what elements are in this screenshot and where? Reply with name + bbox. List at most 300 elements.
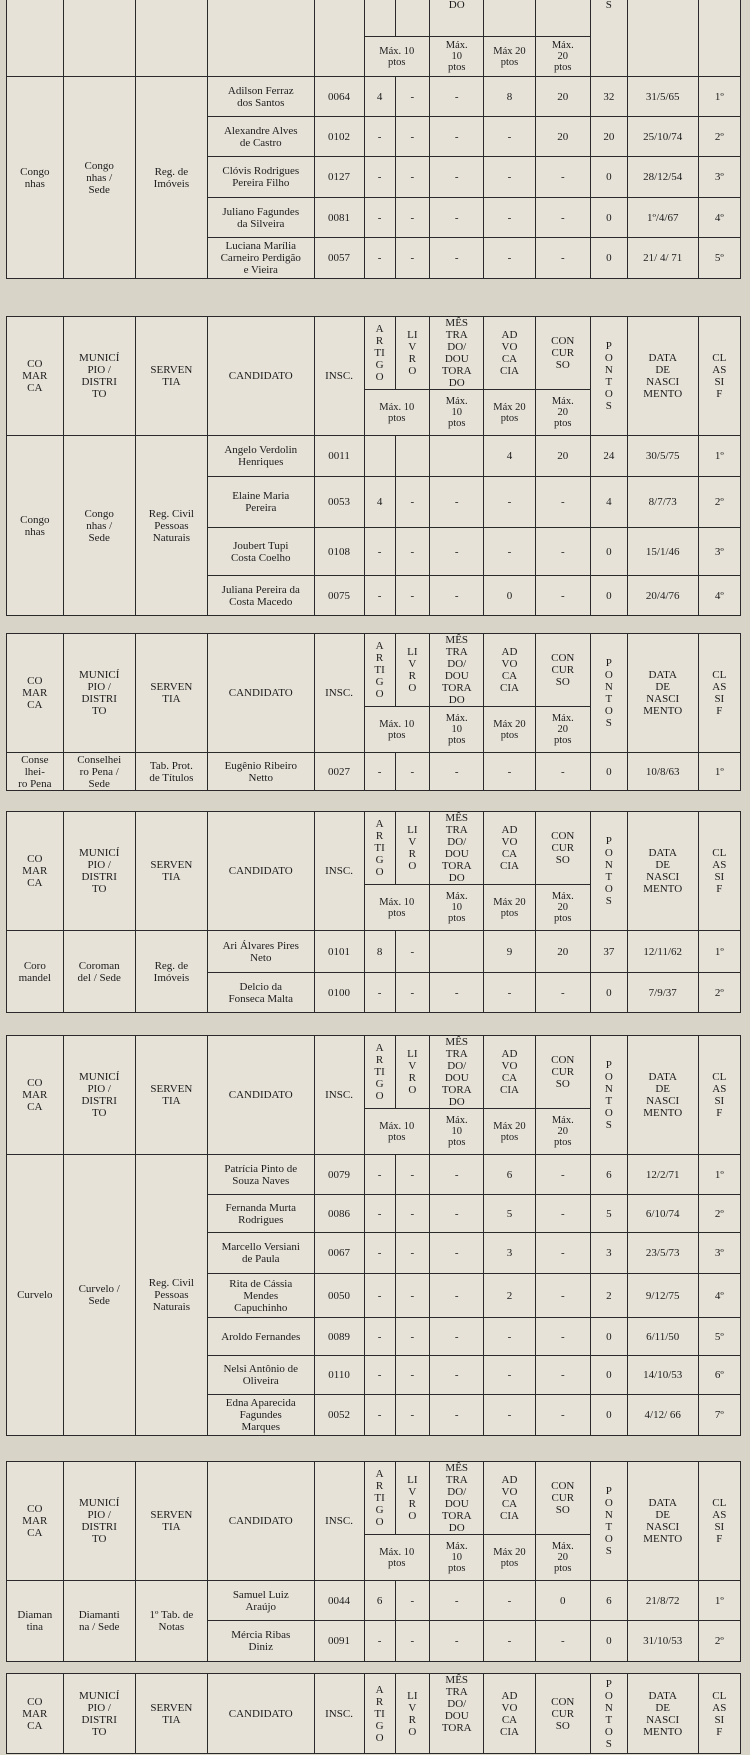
col-header-mestrado-tail: DO — [430, 0, 484, 37]
livro-cell: - — [395, 1274, 429, 1318]
data-nascimento-cell: 8/7/73 — [627, 477, 698, 528]
advocacia-cell: - — [484, 117, 535, 157]
col-header-pontos: P O N T O S — [591, 634, 628, 753]
classificacao-cell: 5º — [698, 238, 740, 279]
max-artigo-livro: Máx. 10 ptos — [364, 390, 430, 436]
data-nascimento-cell: 14/10/53 — [627, 1356, 698, 1395]
mestrado-cell: - — [430, 1621, 484, 1662]
advocacia-cell: - — [484, 157, 535, 198]
results-table — [6, 811, 741, 1013]
insc-cell: 0050 — [314, 1274, 364, 1318]
col-header-mestrado: MÊS TRA DO/ DOU TORA DO — [430, 317, 484, 390]
artigo-cell: - — [364, 1233, 395, 1274]
artigo-cell: - — [364, 157, 395, 198]
candidato-cell: Juliana Pereira da Costa Macedo — [207, 576, 314, 616]
results-table — [6, 0, 741, 279]
col-header-municipio: MUNICÍ PIO / DISTRI TO — [63, 1036, 135, 1155]
col-header-advocacia: AD VO CA CIA — [484, 1674, 535, 1754]
pontos-cell: 6 — [591, 1581, 628, 1621]
advocacia-cell: 3 — [484, 1233, 535, 1274]
insc-cell: 0127 — [314, 157, 364, 198]
results-table — [6, 316, 741, 616]
artigo-cell: - — [364, 1356, 395, 1395]
municipio-cell: Conselhei ro Pena / Sede — [63, 753, 135, 791]
col-header-serventia: SERVEN TIA — [135, 634, 207, 753]
table-row — [7, 931, 741, 973]
mestrado-cell: - — [430, 576, 484, 616]
classificacao-cell: 3º — [698, 157, 740, 198]
candidato-cell: Marcello Versiani de Paula — [207, 1233, 314, 1274]
advocacia-cell: - — [484, 1356, 535, 1395]
pontos-cell: 5 — [591, 1195, 628, 1233]
artigo-cell: - — [364, 117, 395, 157]
col-header-artigo: A R TI G O — [364, 634, 395, 707]
artigo-cell: - — [364, 1155, 395, 1195]
col-header-pontos: P O N T O S — [591, 1462, 628, 1581]
advocacia-cell: - — [484, 1581, 535, 1621]
max-concurso: Máx. 20 ptos — [535, 707, 591, 753]
insc-cell: 0089 — [314, 1318, 364, 1356]
data-nascimento-cell: 10/8/63 — [627, 753, 698, 791]
advocacia-cell: - — [484, 1318, 535, 1356]
pontos-cell: 0 — [591, 973, 628, 1013]
max-artigo-livro: Máx. 10 ptos — [364, 885, 430, 931]
data-nascimento-cell: 30/5/75 — [627, 436, 698, 477]
advocacia-cell: - — [484, 753, 535, 791]
mestrado-cell: - — [430, 238, 484, 279]
serventia-cell: Reg. Civil Pessoas Naturais — [135, 436, 207, 616]
data-nascimento-cell: 12/2/71 — [627, 1155, 698, 1195]
max-concurso: Máx. 20 ptos — [535, 885, 591, 931]
insc-cell: 0027 — [314, 753, 364, 791]
header-classif-tail — [698, 0, 740, 77]
col-header-classificacao: CL AS SI F — [698, 1462, 740, 1581]
pontos-cell: 0 — [591, 157, 628, 198]
mestrado-cell: - — [430, 1318, 484, 1356]
data-nascimento-cell: 6/11/50 — [627, 1318, 698, 1356]
results-table-partial — [6, 1673, 741, 1754]
classificacao-cell: 2º — [698, 1621, 740, 1662]
pontos-cell: 3 — [591, 1233, 628, 1274]
concurso-cell: 20 — [535, 77, 591, 117]
col-header-mestrado: MÊS TRA DO/ DOU TORA DO — [430, 1462, 484, 1535]
col-header-municipio: MUNICÍ PIO / DISTRI TO — [63, 634, 135, 753]
pontos-cell: 2 — [591, 1274, 628, 1318]
mestrado-cell: - — [430, 198, 484, 238]
livro-cell — [395, 436, 429, 477]
livro-cell: - — [395, 576, 429, 616]
max-mestrado: Máx. 10 ptos — [430, 37, 484, 77]
artigo-cell: - — [364, 576, 395, 616]
insc-cell: 0053 — [314, 477, 364, 528]
col-header-livro: LI V R O — [395, 812, 429, 885]
col-header-livro: LI V R O — [395, 317, 429, 390]
header-blank — [314, 0, 364, 77]
header-row — [7, 812, 741, 885]
data-nascimento-cell: 31/5/65 — [627, 77, 698, 117]
col-header-municipio: MUNICÍ PIO / DISTRI TO — [63, 1462, 135, 1581]
col-header-classificacao: CL AS SI F — [698, 812, 740, 931]
concurso-cell: - — [535, 753, 591, 791]
municipio-cell: Diamanti na / Sede — [63, 1581, 135, 1662]
col-header-insc: INSC. — [314, 812, 364, 931]
comarca-cell: Coro mandel — [7, 931, 64, 1013]
advocacia-cell: - — [484, 198, 535, 238]
municipio-cell: Coroman del / Sede — [63, 931, 135, 1013]
classificacao-cell: 1º — [698, 1155, 740, 1195]
candidato-cell: Mércia Ribas Diniz — [207, 1621, 314, 1662]
table-row — [7, 77, 741, 117]
col-header-candidato: CANDIDATO — [207, 317, 314, 436]
table-row — [7, 753, 741, 791]
max-artigo-livro: Máx. 10 ptos — [364, 1535, 430, 1581]
col-header-insc: INSC. — [314, 1674, 364, 1754]
col-header-artigo: A R TI G O — [364, 317, 395, 390]
candidato-cell: Fernanda Murta Rodrigues — [207, 1195, 314, 1233]
col-header-data-nascimento: DATA DE NASCI MENTO — [627, 634, 698, 753]
concurso-cell: - — [535, 1195, 591, 1233]
municipio-cell: Congo nhas / Sede — [63, 436, 135, 616]
max-advocacia: Máx 20 ptos — [484, 1109, 535, 1155]
col-header-candidato: CANDIDATO — [207, 1462, 314, 1581]
comarca-cell: Curvelo — [7, 1155, 64, 1436]
mestrado-cell: - — [430, 1274, 484, 1318]
col-header-artigo: A R TI G O — [364, 812, 395, 885]
pontos-cell: 0 — [591, 1318, 628, 1356]
pontos-cell: 37 — [591, 931, 628, 973]
comarca-cell: Diaman tina — [7, 1581, 64, 1662]
classificacao-cell: 1º — [698, 436, 740, 477]
col-header-classificacao: CL AS SI F — [698, 317, 740, 436]
concurso-cell: - — [535, 973, 591, 1013]
insc-cell: 0044 — [314, 1581, 364, 1621]
col-header-comarca: CO MAR CA — [7, 634, 64, 753]
livro-cell: - — [395, 931, 429, 973]
serventia-cell: Reg. Civil Pessoas Naturais — [135, 1155, 207, 1436]
mestrado-cell: - — [430, 1195, 484, 1233]
header-concurso-tail — [535, 0, 591, 37]
col-header-data-nascimento: DATA DE NASCI MENTO — [627, 1462, 698, 1581]
col-header-pontos-tail: S — [591, 0, 628, 77]
classificacao-cell: 1º — [698, 1581, 740, 1621]
header-data-tail — [627, 0, 698, 77]
col-header-artigo: A R TI G O — [364, 1036, 395, 1109]
col-header-advocacia: AD VO CA CIA — [484, 317, 535, 390]
data-nascimento-cell: 23/5/73 — [627, 1233, 698, 1274]
livro-cell: - — [395, 1195, 429, 1233]
table-row — [7, 1155, 741, 1195]
col-header-advocacia: AD VO CA CIA — [484, 1036, 535, 1109]
insc-cell: 0067 — [314, 1233, 364, 1274]
max-concurso: Máx. 20 ptos — [535, 1535, 591, 1581]
insc-cell: 0101 — [314, 931, 364, 973]
col-header-concurso: CON CUR SO — [535, 1036, 591, 1109]
col-header-municipio: MUNICÍ PIO / DISTRI TO — [63, 1674, 135, 1754]
advocacia-cell: - — [484, 238, 535, 279]
col-header-concurso: CON CUR SO — [535, 1462, 591, 1535]
col-header-candidato: CANDIDATO — [207, 634, 314, 753]
livro-cell: - — [395, 1395, 429, 1436]
pontos-cell: 0 — [591, 576, 628, 616]
classificacao-cell: 1º — [698, 931, 740, 973]
livro-cell: - — [395, 528, 429, 576]
insc-cell: 0110 — [314, 1356, 364, 1395]
pontos-cell: 6 — [591, 1155, 628, 1195]
concurso-cell: - — [535, 238, 591, 279]
concurso-cell: 20 — [535, 117, 591, 157]
data-nascimento-cell: 31/10/53 — [627, 1621, 698, 1662]
concurso-cell: - — [535, 1621, 591, 1662]
col-header-serventia: SERVEN TIA — [135, 1036, 207, 1155]
header-blank — [7, 0, 64, 77]
mestrado-cell — [430, 931, 484, 973]
artigo-cell: - — [364, 1274, 395, 1318]
candidato-cell: Rita de Cássia Mendes Capuchinho — [207, 1274, 314, 1318]
col-header-comarca: CO MAR CA — [7, 1462, 64, 1581]
max-advocacia: Máx 20 ptos — [484, 707, 535, 753]
livro-cell: - — [395, 117, 429, 157]
data-nascimento-cell: 25/10/74 — [627, 117, 698, 157]
col-header-serventia: SERVEN TIA — [135, 1674, 207, 1754]
classificacao-cell: 2º — [698, 973, 740, 1013]
max-advocacia: Máx 20 ptos — [484, 885, 535, 931]
results-table — [6, 1035, 741, 1436]
col-header-data-nascimento: DATA DE NASCI MENTO — [627, 317, 698, 436]
max-advocacia: Máx 20 ptos — [484, 390, 535, 436]
livro-cell: - — [395, 1621, 429, 1662]
max-concurso: Máx. 20 ptos — [535, 390, 591, 436]
concurso-cell: 20 — [535, 931, 591, 973]
classificacao-cell: 3º — [698, 1233, 740, 1274]
col-header-pontos: P O N T O S — [591, 812, 628, 931]
advocacia-cell: - — [484, 528, 535, 576]
advocacia-cell: - — [484, 477, 535, 528]
pontos-cell: 0 — [591, 1395, 628, 1436]
max-artigo-livro: Máx. 10 ptos — [364, 37, 430, 77]
artigo-cell: - — [364, 753, 395, 791]
classificacao-cell: 2º — [698, 1195, 740, 1233]
table-row — [7, 436, 741, 477]
serventia-cell: Reg. de Imóveis — [135, 931, 207, 1013]
livro-cell: - — [395, 477, 429, 528]
insc-cell: 0091 — [314, 1621, 364, 1662]
col-header-municipio: MUNICÍ PIO / DISTRI TO — [63, 317, 135, 436]
artigo-cell: - — [364, 973, 395, 1013]
col-header-classificacao: CL AS SI F — [698, 1036, 740, 1155]
data-nascimento-cell: 21/8/72 — [627, 1581, 698, 1621]
insc-cell: 0075 — [314, 576, 364, 616]
artigo-cell: 4 — [364, 477, 395, 528]
col-header-serventia: SERVEN TIA — [135, 812, 207, 931]
concurso-cell: - — [535, 477, 591, 528]
candidato-cell: Ari Álvares Pires Neto — [207, 931, 314, 973]
insc-cell: 0011 — [314, 436, 364, 477]
mestrado-cell: - — [430, 117, 484, 157]
mestrado-cell: - — [430, 157, 484, 198]
col-header-artigo: A R TI G O — [364, 1462, 395, 1535]
comarca-cell: Conse lhei- ro Pena — [7, 753, 64, 791]
mestrado-cell: - — [430, 973, 484, 1013]
comarca-cell: Congo nhas — [7, 77, 64, 279]
candidato-cell: Delcio da Fonseca Malta — [207, 973, 314, 1013]
classificacao-cell: 1º — [698, 77, 740, 117]
header-row-partial — [7, 0, 741, 37]
concurso-cell: 0 — [535, 1581, 591, 1621]
mestrado-cell: - — [430, 1581, 484, 1621]
serventia-cell: 1º Tab. de Notas — [135, 1581, 207, 1662]
header-blank — [207, 0, 314, 77]
concurso-cell: - — [535, 1155, 591, 1195]
candidato-cell: Luciana Marília Carneiro Perdigão e Vieira — [207, 238, 314, 279]
col-header-advocacia: AD VO CA CIA — [484, 812, 535, 885]
data-nascimento-cell: 28/12/54 — [627, 157, 698, 198]
advocacia-cell: 6 — [484, 1155, 535, 1195]
mestrado-cell — [430, 436, 484, 477]
max-advocacia: Máx 20 ptos — [484, 1535, 535, 1581]
col-header-data-nascimento: DATA DE NASCI MENTO — [627, 812, 698, 931]
advocacia-cell: - — [484, 1621, 535, 1662]
col-header-concurso: CON CUR SO — [535, 634, 591, 707]
mestrado-cell: - — [430, 1395, 484, 1436]
livro-cell: - — [395, 157, 429, 198]
data-nascimento-cell: 12/11/62 — [627, 931, 698, 973]
livro-cell: - — [395, 1155, 429, 1195]
data-nascimento-cell: 1º/4/67 — [627, 198, 698, 238]
advocacia-cell: 5 — [484, 1195, 535, 1233]
livro-cell: - — [395, 238, 429, 279]
col-header-insc: INSC. — [314, 634, 364, 753]
artigo-cell: - — [364, 1195, 395, 1233]
col-header-livro: LI V R O — [395, 1462, 429, 1535]
header-row — [7, 634, 741, 707]
header-livro-tail — [395, 0, 429, 37]
candidato-cell: Patrícia Pinto de Souza Naves — [207, 1155, 314, 1195]
pontos-cell: 0 — [591, 238, 628, 279]
data-nascimento-cell: 15/1/46 — [627, 528, 698, 576]
livro-cell: - — [395, 1581, 429, 1621]
candidato-cell: Samuel Luiz Araújo — [207, 1581, 314, 1621]
candidato-cell: Clóvis Rodrigues Pereira Filho — [207, 157, 314, 198]
candidato-cell: Aroldo Fernandes — [207, 1318, 314, 1356]
col-header-candidato: CANDIDATO — [207, 812, 314, 931]
mestrado-cell: - — [430, 753, 484, 791]
table-row — [7, 1581, 741, 1621]
max-concurso: Máx. 20 ptos — [535, 37, 591, 77]
candidato-cell: Joubert Tupi Costa Coelho — [207, 528, 314, 576]
col-header-candidato: CANDIDATO — [207, 1036, 314, 1155]
municipio-cell: Congo nhas / Sede — [63, 77, 135, 279]
livro-cell: - — [395, 973, 429, 1013]
max-advocacia: Máx 20 ptos — [484, 37, 535, 77]
candidato-cell: Adilson Ferraz dos Santos — [207, 77, 314, 117]
pontos-cell: 4 — [591, 477, 628, 528]
mestrado-cell: - — [430, 77, 484, 117]
insc-cell: 0081 — [314, 198, 364, 238]
concurso-cell: 20 — [535, 436, 591, 477]
insc-cell: 0100 — [314, 973, 364, 1013]
pontos-cell: 0 — [591, 198, 628, 238]
livro-cell: - — [395, 1356, 429, 1395]
classificacao-cell: 7º — [698, 1395, 740, 1436]
classificacao-cell: 2º — [698, 117, 740, 157]
candidato-cell: Edna Aparecida Fagundes Marques — [207, 1395, 314, 1436]
header-row — [7, 1462, 741, 1535]
artigo-cell: - — [364, 528, 395, 576]
advocacia-cell: - — [484, 1395, 535, 1436]
candidato-cell: Eugênio Ribeiro Netto — [207, 753, 314, 791]
col-header-classificacao: CL AS SI F — [698, 634, 740, 753]
pontos-cell: 20 — [591, 117, 628, 157]
concurso-cell: - — [535, 1233, 591, 1274]
max-artigo-livro: Máx. 10 ptos — [364, 1109, 430, 1155]
classificacao-cell: 3º — [698, 528, 740, 576]
max-mestrado: Máx. 10 ptos — [430, 1535, 484, 1581]
results-table — [6, 1461, 741, 1662]
livro-cell: - — [395, 77, 429, 117]
artigo-cell: 4 — [364, 77, 395, 117]
livro-cell: - — [395, 753, 429, 791]
candidato-cell: Alexandre Alves de Castro — [207, 117, 314, 157]
classificacao-cell: 2º — [698, 477, 740, 528]
artigo-cell — [364, 436, 395, 477]
concurso-cell: - — [535, 157, 591, 198]
candidato-cell: Nelsi Antônio de Oliveira — [207, 1356, 314, 1395]
advocacia-cell: 8 — [484, 77, 535, 117]
serventia-cell: Reg. de Imóveis — [135, 77, 207, 279]
max-mestrado: Máx. 10 ptos — [430, 707, 484, 753]
classificacao-cell: 5º — [698, 1318, 740, 1356]
header-row — [7, 317, 741, 390]
artigo-cell: - — [364, 1621, 395, 1662]
pontos-cell: 0 — [591, 528, 628, 576]
max-mestrado: Máx. 10 ptos — [430, 1109, 484, 1155]
concurso-cell: - — [535, 528, 591, 576]
col-header-municipio: MUNICÍ PIO / DISTRI TO — [63, 812, 135, 931]
classificacao-cell: 6º — [698, 1356, 740, 1395]
col-header-insc: INSC. — [314, 1462, 364, 1581]
col-header-advocacia: AD VO CA CIA — [484, 634, 535, 707]
advocacia-cell: 0 — [484, 576, 535, 616]
concurso-cell: - — [535, 576, 591, 616]
data-nascimento-cell: 7/9/37 — [627, 973, 698, 1013]
classificacao-cell: 4º — [698, 198, 740, 238]
mestrado-cell: - — [430, 1356, 484, 1395]
insc-cell: 0064 — [314, 77, 364, 117]
artigo-cell: 6 — [364, 1581, 395, 1621]
pontos-cell: 0 — [591, 1621, 628, 1662]
insc-cell: 0079 — [314, 1155, 364, 1195]
comarca-cell: Congo nhas — [7, 436, 64, 616]
col-header-serventia: SERVEN TIA — [135, 317, 207, 436]
livro-cell: - — [395, 1318, 429, 1356]
col-header-comarca: CO MAR CA — [7, 1674, 64, 1754]
livro-cell: - — [395, 1233, 429, 1274]
advocacia-cell: 9 — [484, 931, 535, 973]
col-header-pontos: P O N T O S — [591, 1674, 628, 1754]
candidato-cell: Elaine Maria Pereira — [207, 477, 314, 528]
data-nascimento-cell: 20/4/76 — [627, 576, 698, 616]
max-mestrado: Máx. 10 ptos — [430, 390, 484, 436]
advocacia-cell: - — [484, 973, 535, 1013]
header-advocacia-tail — [484, 0, 535, 37]
concurso-cell: - — [535, 1356, 591, 1395]
col-header-insc: INSC. — [314, 1036, 364, 1155]
header-artigo-tail — [364, 0, 395, 37]
artigo-cell: - — [364, 1395, 395, 1436]
col-header-insc: INSC. — [314, 317, 364, 436]
pontos-cell: 32 — [591, 77, 628, 117]
pontos-cell: 0 — [591, 753, 628, 791]
